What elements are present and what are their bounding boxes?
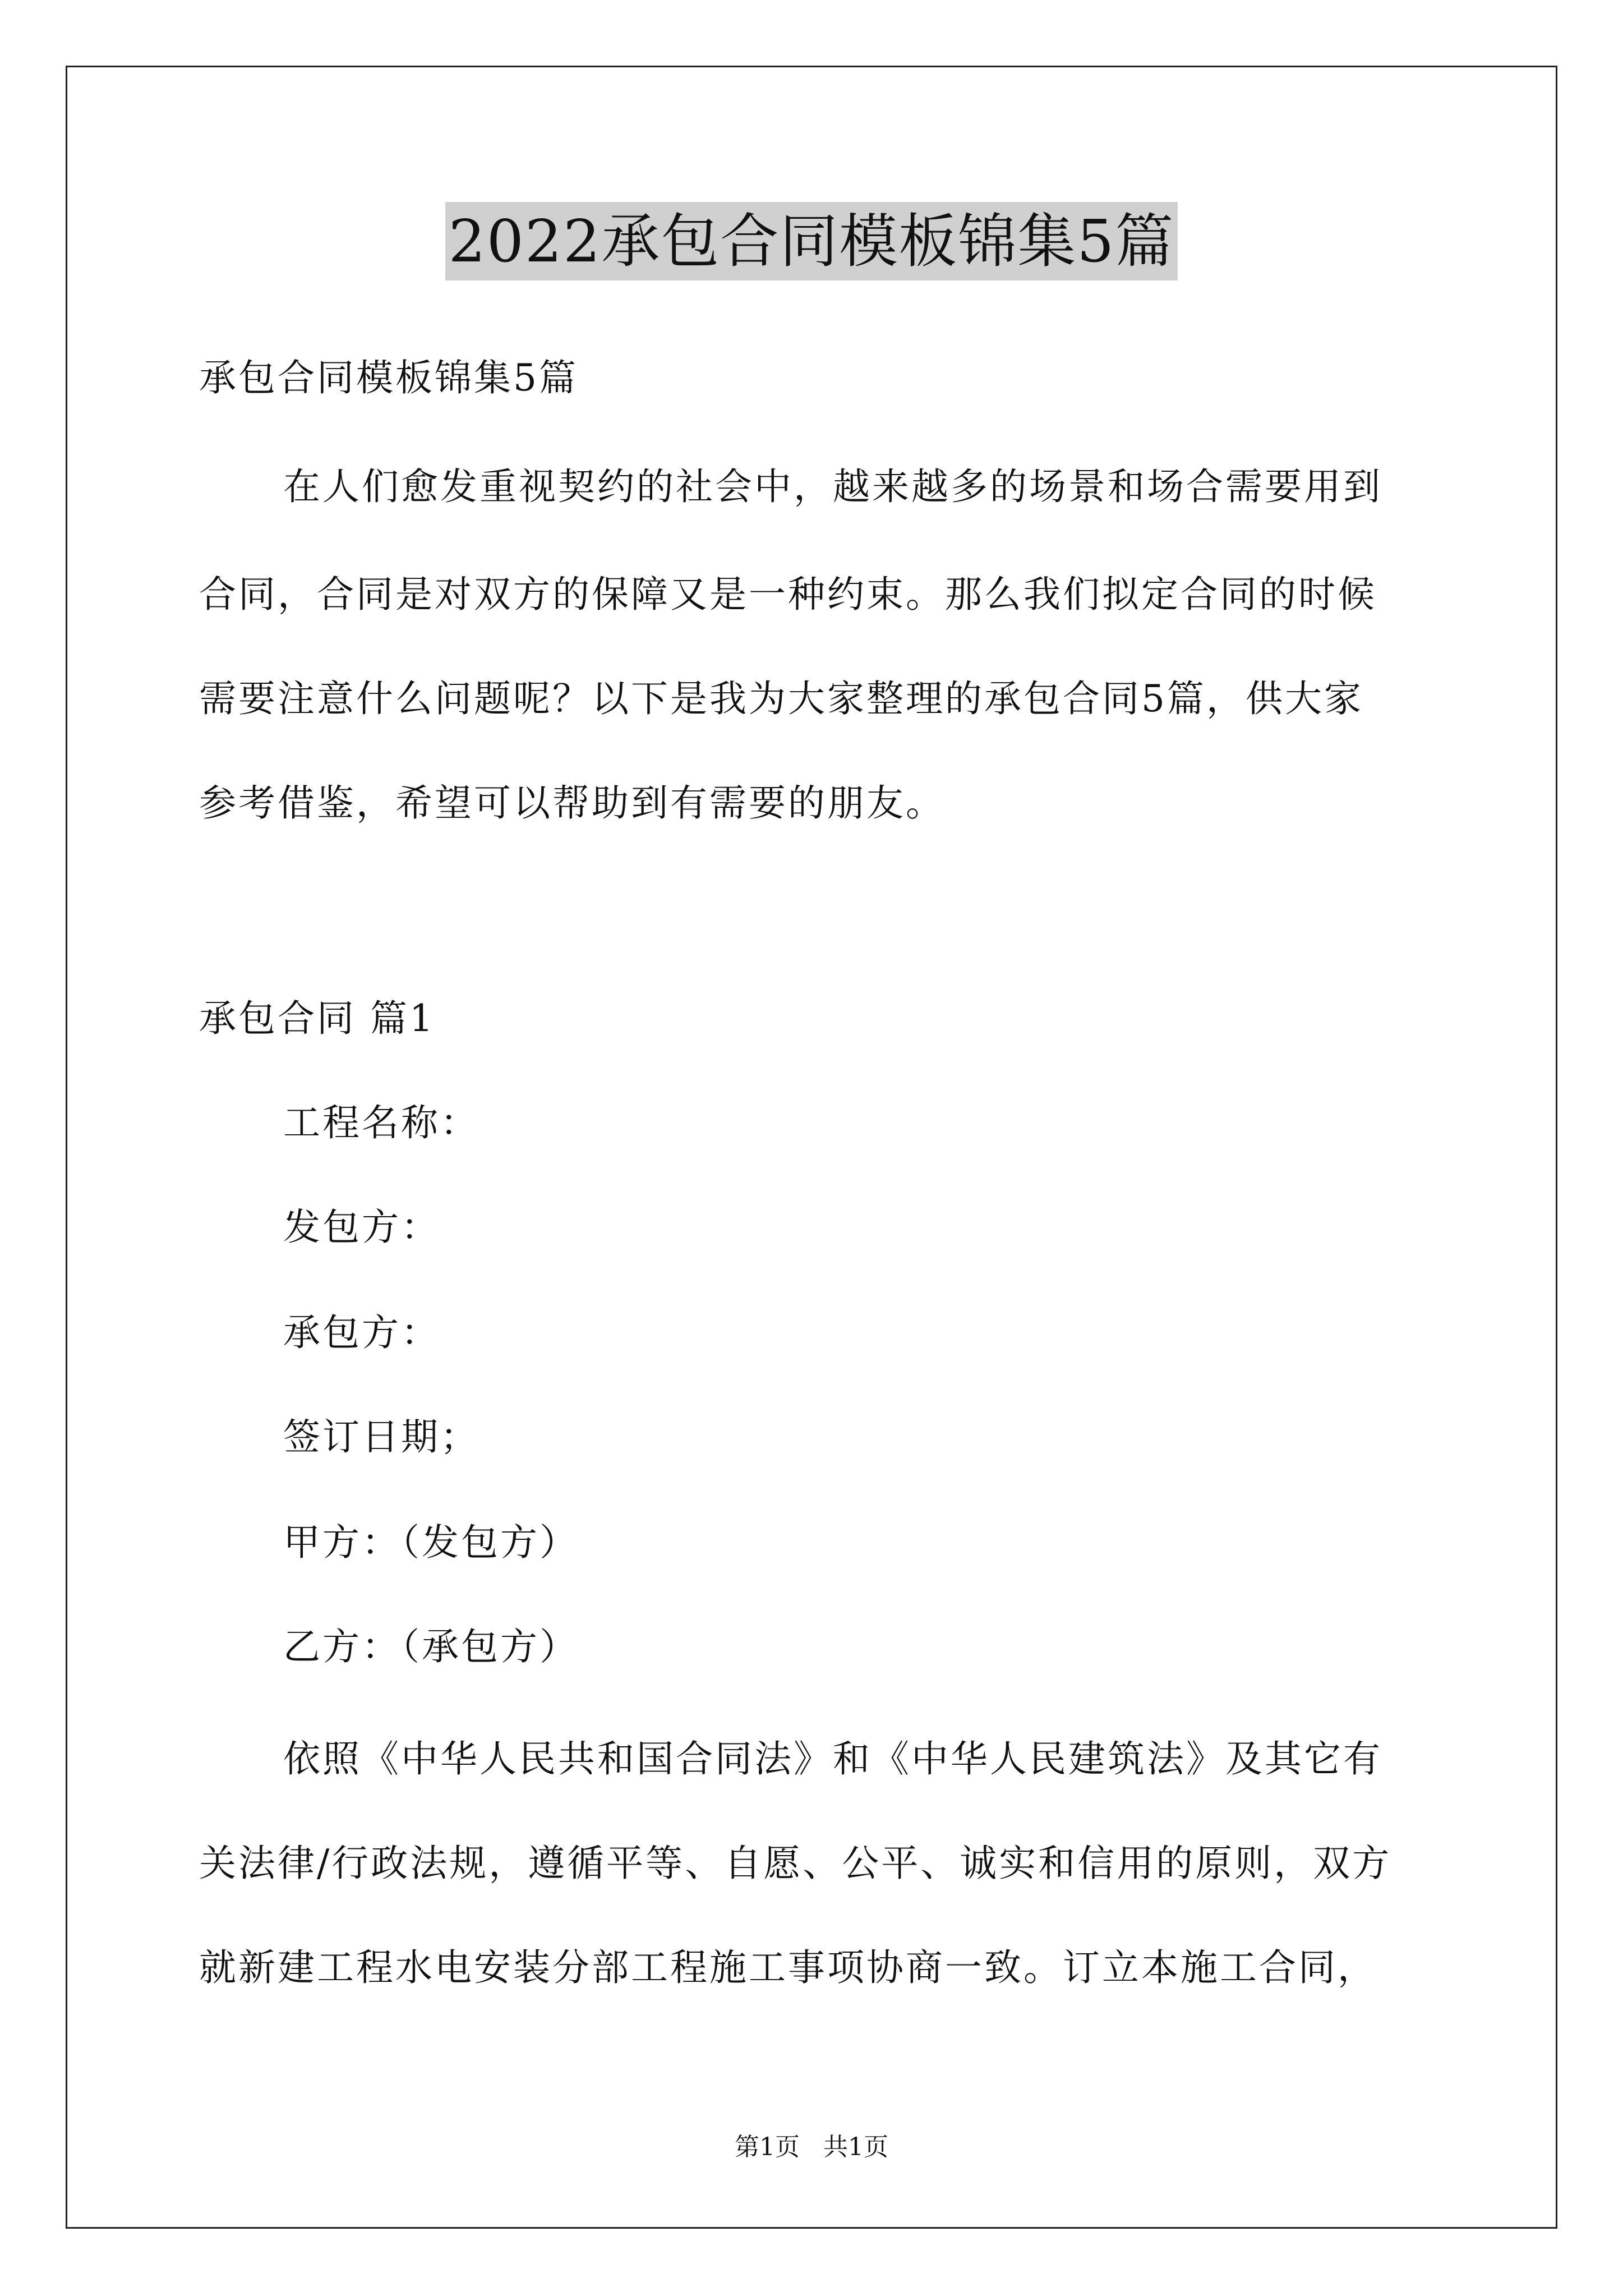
intro-line-3: 需要注意什么问题呢？以下是我为大家整理的承包合同5篇，供大家: [199, 677, 1363, 720]
intro-line-4: 参考借鉴，希望可以帮助到有需要的朋友。: [199, 781, 945, 825]
page-footer: [0, 2131, 1623, 2164]
body-line-1: 依照《中华人民共和国合同法》和《中华人民建筑法》及其它有: [283, 1737, 1382, 1780]
document-subtitle: 承包合同模板锦集5篇: [199, 356, 578, 399]
page-current: 第1页: [735, 2133, 800, 2161]
body-line-2: 关法律/行政法规，遵循平等、自愿、公平、诚实和信用的原则，双方: [199, 1842, 1392, 1885]
page-total: 共1页: [823, 2133, 888, 2161]
section-heading: 承包合同 篇1: [199, 997, 435, 1040]
intro-line-2: 合同，合同是对双方的保障又是一种约束。那么我们拟定合同的时候: [199, 573, 1377, 616]
field-party-a: 甲方：（发包方）: [283, 1521, 579, 1564]
title-container: [0, 202, 1623, 280]
field-project-name: 工程名称：: [283, 1101, 479, 1144]
field-party-b: 乙方：（承包方）: [283, 1625, 579, 1668]
field-employer: 发包方：: [283, 1205, 440, 1249]
document-title: 2022承包合同模板锦集5篇: [445, 202, 1178, 280]
intro-line-1: 在人们愈发重视契约的社会中，越来越多的场景和场合需要用到: [283, 465, 1382, 508]
field-sign-date: 签订日期；: [283, 1415, 479, 1458]
field-contractor: 承包方：: [283, 1311, 440, 1354]
body-line-3: 就新建工程水电安装分部工程施工事项协商一致。订立本施工合同，: [199, 1946, 1377, 1989]
